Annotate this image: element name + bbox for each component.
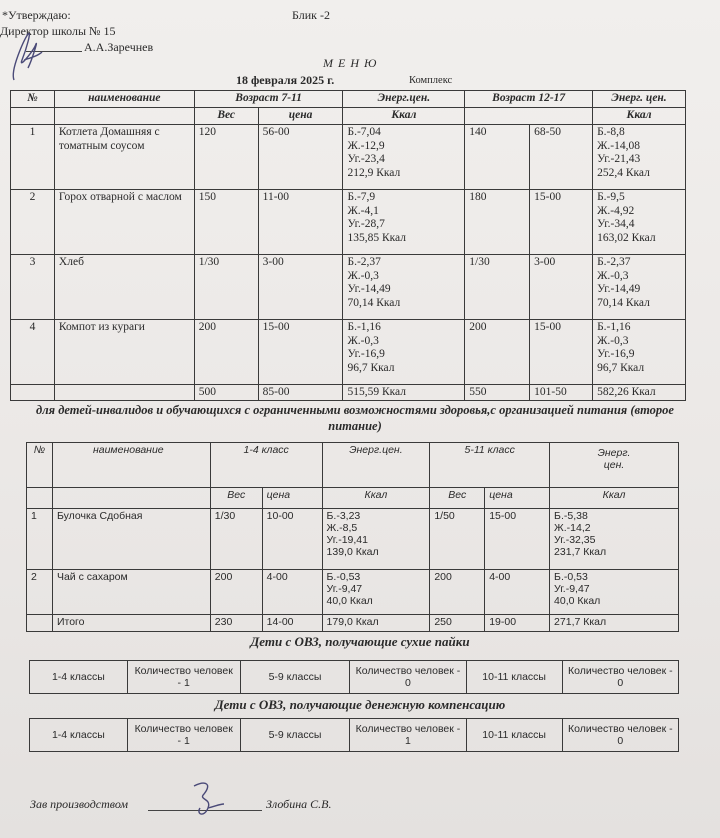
ovz-money-cell: 5-9 классы — [240, 719, 350, 752]
energy-2-line: Б.-8,8 — [597, 126, 625, 138]
weight-2: 140 — [465, 125, 530, 190]
energy-2-line: Уг.-21,43 — [597, 153, 641, 165]
energy-1-line: Б.-0,53 — [326, 571, 361, 583]
total-energy-1: 515,59 Ккал — [343, 385, 465, 401]
t2-header-weight-2: Вес — [430, 488, 485, 509]
ovz-money-cell: Количество человек - 1 — [350, 719, 466, 752]
energy-1-line: 135,85 Ккал — [347, 231, 406, 244]
dish-name: Чай с сахаром — [52, 570, 210, 615]
ovz-money-cell: Количество человек - 1 — [127, 719, 240, 752]
t2-header-num: № — [27, 443, 53, 488]
dish-name: Хлеб — [54, 255, 194, 320]
energy-2-line: Б.-2,37 — [597, 256, 631, 268]
weight-1: 120 — [194, 125, 258, 190]
dish-name: Котлета Домашняя с томатным соусом — [54, 125, 194, 190]
menu-date: 18 февраля 2025 г. — [236, 73, 335, 87]
energy-1-line: Б.-2,37 — [347, 256, 381, 268]
header-kcal-2: Ккал — [593, 108, 686, 125]
header-age-7-11: Возраст 7-11 — [194, 91, 343, 108]
ovz-dry-cell: Количество человек - 1 — [127, 661, 240, 694]
t2-header-kcal-2: Ккал — [550, 488, 679, 509]
dish-name: Булочка Сдобная — [52, 509, 210, 570]
t2-header-grade-5-11: 5-11 класс — [430, 443, 550, 488]
t2-total-price-1: 14-00 — [262, 615, 322, 632]
energy-1-line: 139,0 Ккал — [326, 546, 379, 558]
table-row — [27, 509, 679, 570]
energy-1 — [343, 190, 465, 255]
t2-total-price-2: 19-00 — [485, 615, 550, 632]
price-1: 3-00 — [258, 255, 343, 320]
total-weight-2: 550 — [465, 385, 530, 401]
header-age-12-17: Возраст 12-17 — [465, 91, 593, 108]
header-weight-1: Вес — [194, 108, 258, 125]
table-row — [11, 320, 686, 385]
energy-2 — [593, 255, 686, 320]
t2-total-energy-1: 179,0 Ккал — [322, 615, 430, 632]
header-num: № — [11, 91, 55, 108]
energy-1-line: Уг.-9,47 — [326, 583, 363, 595]
total-price-2: 101-50 — [530, 385, 593, 401]
total-weight-1: 500 — [194, 385, 258, 401]
table-row — [11, 255, 686, 320]
energy-1 — [343, 320, 465, 385]
weight-2: 1/30 — [465, 255, 530, 320]
table-row — [11, 190, 686, 255]
second-meal-table — [26, 442, 679, 632]
table-row — [11, 125, 686, 190]
t2-header-name: наименование — [52, 443, 210, 488]
energy-2 — [593, 190, 686, 255]
price-2: 15-00 — [530, 190, 593, 255]
weight-1: 1/30 — [194, 255, 258, 320]
t2-total-weight-2: 250 — [430, 615, 485, 632]
header-energy-1: Энерг.цен. — [343, 91, 465, 108]
price-2: 68-50 — [530, 125, 593, 190]
energy-1 — [322, 509, 430, 570]
weight-2: 200 — [430, 570, 485, 615]
t2-header-grade-1-4: 1-4 класс — [210, 443, 322, 488]
price-1: 10-00 — [262, 509, 322, 570]
price-1: 56-00 — [258, 125, 343, 190]
director-label: Директор школы № 15 — [0, 24, 116, 38]
ovz-money-cell: Количество человек - 0 — [562, 719, 678, 752]
t2-total-weight-1: 230 — [210, 615, 262, 632]
price-1: 11-00 — [258, 190, 343, 255]
energy-1-line: Б.-1,16 — [347, 321, 381, 333]
energy-1-line: Уг.-19,41 — [326, 534, 368, 546]
total-energy-2: 582,26 Ккал — [593, 385, 686, 401]
energy-2-line: Уг.-16,9 — [597, 348, 635, 360]
energy-1-line: 40,0 Ккал — [326, 595, 373, 607]
weight-2: 1/50 — [430, 509, 485, 570]
price-2: 3-00 — [530, 255, 593, 320]
price-2: 15-00 — [530, 320, 593, 385]
weight-1: 150 — [194, 190, 258, 255]
ovz-dry-cell: Количество человек - 0 — [350, 661, 466, 694]
blik-label: Блик -2 — [292, 8, 330, 22]
kompleks-label: Комплекс — [409, 75, 453, 86]
ovz-dry-table — [29, 660, 679, 694]
footer-signature — [186, 778, 226, 820]
ovz-money-title: Дети с ОВЗ, получающие денежную компенсацию — [214, 697, 506, 712]
energy-2-line: 40,0 Ккал — [554, 595, 601, 607]
row-num: 1 — [27, 509, 53, 570]
energy-2-line: Ж.-0,3 — [597, 334, 629, 347]
price-2: 15-00 — [485, 509, 550, 570]
energy-1-line: 212,9 Ккал — [347, 166, 401, 179]
energy-2-line: Б.-0,53 — [554, 571, 588, 583]
energy-1-line: Уг.-23,4 — [347, 153, 385, 165]
energy-2 — [550, 570, 679, 615]
ovz-money-table — [29, 718, 679, 752]
director-signature — [4, 30, 44, 82]
energy-1-line: Уг.-14,49 — [347, 283, 391, 295]
ovz-dry-title: Дети с ОВЗ, получающие сухие пайки — [250, 634, 470, 649]
energy-1-line: Ж.-0,3 — [347, 334, 379, 347]
header-price-1: цена — [258, 108, 343, 125]
energy-2-line: 252,4 Ккал — [597, 166, 650, 179]
energy-2-line: Б.-5,38 — [554, 510, 588, 522]
price-1: 15-00 — [258, 320, 343, 385]
ovz-money-cell: 1-4 классы — [30, 719, 128, 752]
dish-name: Компот из кураги — [54, 320, 194, 385]
energy-2-line: 70,14 Ккал — [597, 296, 650, 309]
t2-total-row — [27, 615, 679, 632]
header-kcal-1: Ккал — [343, 108, 465, 125]
row-num: 1 — [11, 125, 55, 190]
row-num: 2 — [11, 190, 55, 255]
weight-1: 200 — [210, 570, 262, 615]
signer-name: А.А.Заречнев — [84, 40, 154, 54]
weight-1: 1/30 — [210, 509, 262, 570]
energy-2-line: Ж.-4,92 — [597, 204, 635, 217]
energy-1-line: 70,14 Ккал — [347, 296, 401, 309]
ovz-dry-cell: 1-4 классы — [30, 661, 128, 694]
weight-2: 200 — [465, 320, 530, 385]
header-energy-2: Энерг. цен. — [593, 91, 686, 108]
ovz-money-cell: 10-11 классы — [466, 719, 562, 752]
energy-2-line: 163,02 Ккал — [597, 231, 656, 244]
weight-2: 180 — [465, 190, 530, 255]
t2-header-price-1: цена — [262, 488, 322, 509]
t2-total-energy-2: 271,7 Ккал — [550, 615, 679, 632]
energy-1-line: Б.-3,23 — [326, 510, 361, 522]
menu-title: М Е Н Ю — [323, 56, 378, 70]
t2-header-kcal-1: Ккал — [322, 488, 430, 509]
footer-label: Зав производством — [30, 797, 129, 811]
energy-2 — [593, 125, 686, 190]
approve-label: *Утверждаю: — [2, 8, 71, 22]
energy-1-line: Уг.-28,7 — [347, 218, 385, 230]
row-num: 3 — [11, 255, 55, 320]
t2-header-price-2: цена — [485, 488, 550, 509]
dish-name: Горох отварной с маслом — [54, 190, 194, 255]
table-row — [27, 570, 679, 615]
footer-name: Злобина С.В. — [266, 797, 332, 811]
section2-title: для детей-инвалидов и обучающихся с ограниченными возможностями здоровья,с организацией питания (второе питание) — [36, 403, 674, 433]
total-row — [11, 385, 686, 401]
energy-1 — [343, 255, 465, 320]
t2-header-energy-2: Энерг. цен. — [550, 443, 679, 488]
header-name: наименование — [54, 91, 194, 108]
price-2: 4-00 — [485, 570, 550, 615]
energy-1-line: Ж.-8,5 — [326, 522, 358, 534]
energy-2-line: Б.-9,5 — [597, 191, 625, 203]
energy-1-line: Ж.-12,9 — [347, 139, 385, 152]
energy-1-line: Ж.-0,3 — [347, 269, 379, 282]
energy-1-line: Уг.-16,9 — [347, 348, 385, 360]
total-price-1: 85-00 — [258, 385, 343, 401]
ovz-dry-cell: 5-9 классы — [240, 661, 350, 694]
energy-2-line: Б.-1,16 — [597, 321, 631, 333]
energy-2-line: Уг.-34,4 — [597, 218, 635, 230]
menu-table — [10, 90, 686, 401]
t2-header-energy-1: Энерг.цен. — [322, 443, 430, 488]
row-num: 4 — [11, 320, 55, 385]
energy-2-line: Ж.-14,08 — [597, 139, 640, 152]
price-1: 4-00 — [262, 570, 322, 615]
energy-2-line: 231,7 Ккал — [554, 546, 607, 558]
energy-2-line: Ж.-0,3 — [597, 269, 629, 282]
energy-2-line: 96,7 Ккал — [597, 361, 645, 374]
energy-2-line: Уг.-32,35 — [554, 534, 596, 546]
energy-2-line: Ж.-14,2 — [554, 522, 591, 534]
energy-1-line: Б.-7,9 — [347, 191, 376, 203]
energy-1-line: 96,7 Ккал — [347, 361, 395, 374]
energy-2 — [593, 320, 686, 385]
energy-1 — [322, 570, 430, 615]
weight-1: 200 — [194, 320, 258, 385]
energy-2-line: Уг.-9,47 — [554, 583, 590, 595]
energy-1-line: Б.-7,04 — [347, 126, 381, 138]
energy-1-line: Ж.-4,1 — [347, 204, 379, 217]
energy-2 — [550, 509, 679, 570]
t2-total-label: Итого — [52, 615, 210, 632]
energy-1 — [343, 125, 465, 190]
energy-2-line: Уг.-14,49 — [597, 283, 641, 295]
t2-header-weight-1: Вес — [210, 488, 262, 509]
ovz-dry-cell: 10-11 классы — [466, 661, 562, 694]
ovz-dry-cell: Количество человек - 0 — [562, 661, 678, 694]
row-num: 2 — [27, 570, 53, 615]
